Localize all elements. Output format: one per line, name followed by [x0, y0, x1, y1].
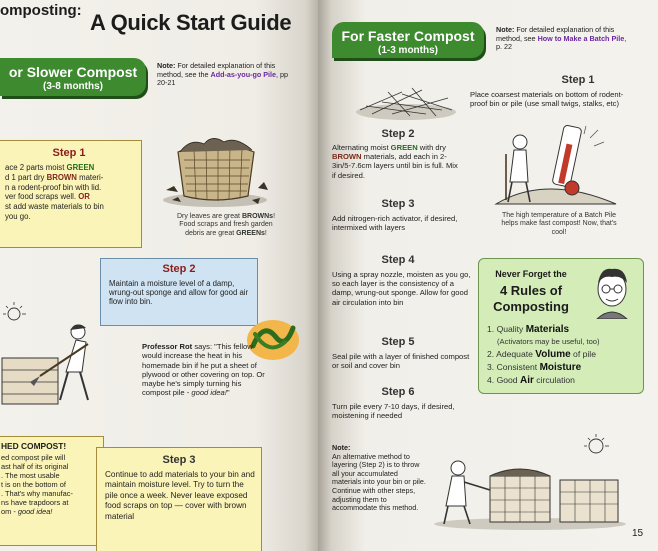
step4-text: Using a spray nozzle, moisten as you go, so each layer is the consistency of a damp, wrung-out sponge. Allow for good air circulation into bin	[332, 270, 471, 307]
rule-item: 3. Consistent Moisture	[487, 362, 582, 373]
note-text: For detailed explanation of this method, see the	[157, 61, 276, 79]
step4-heading: Step 4	[381, 254, 415, 266]
banner-subtitle: (3-8 months)	[43, 81, 103, 92]
thermometer-caption: The high temperature of a Batch Pile helps make fast compost! Now, that's cool!	[501, 212, 617, 236]
step2-text: Maintain a moisture level of a damp, wrung-out sponge and allow for good air flow into bin.	[109, 279, 249, 307]
step2-text: Alternating moist GREEN with dry BROWN materials, add each in 2-3in/5-7.6cm layers until bin is full. Mix if desired.	[332, 143, 458, 180]
alternative-method-note: Note: An alternative method to layering (Step 2) is to throw all your accumulated materials into your bin or pile. Continue with other steps, adjusting them to accommodate this method.	[332, 443, 426, 513]
leaf-basket-illustration	[160, 130, 270, 210]
step2-heading: Step 2	[162, 263, 196, 275]
step3-card	[96, 447, 262, 551]
slower-compost-banner	[0, 58, 146, 96]
note-pages: , p. 22	[496, 33, 627, 52]
page-title: A Quick Start Guide	[90, 10, 292, 35]
note-pages: , pp 20-21	[157, 69, 289, 88]
leaves-caption: Dry leaves are great BROWNs! Food scraps and fresh garden debris are great GREENs!	[176, 213, 276, 237]
rule-item: 4. Good Air circulation	[487, 375, 575, 386]
left-page	[0, 0, 318, 551]
step1-heading: Step 1	[52, 147, 86, 159]
step6-text: Turn pile every 7-10 days, if desired, moistening if needed	[332, 402, 455, 421]
step1-heading: Step 1	[561, 74, 595, 86]
professor-rot-quote: Professor Rot says: "This fellow would increase the heat in his homemade bin if he put a sheet of plywood or other covering on top. Or maybe he's simply turning his compost pile - good idea!"	[142, 342, 265, 398]
step5-heading: Step 5	[381, 336, 415, 348]
compost-bins-illustration	[430, 432, 626, 532]
note-text: For detailed explanation of this method, see	[496, 25, 615, 43]
faster-method-note	[496, 26, 630, 52]
step6-heading: Step 6	[381, 386, 415, 398]
step3-heading: Step 3	[381, 198, 415, 210]
thermometer-pile-illustration	[486, 124, 626, 210]
page-title-fragment: omposting:	[0, 2, 82, 19]
note-label: Note:	[157, 61, 176, 70]
right-page	[318, 0, 658, 551]
step2-card	[100, 258, 258, 326]
step3-text: Add nitrogen-rich activator, if desired, intermixed with layers	[332, 214, 458, 233]
banner-subtitle: (1-3 months)	[378, 45, 438, 56]
note-reference: Add-as-you-go Pile	[210, 69, 277, 79]
rule-item: 1. Quality Materials	[487, 324, 570, 335]
step3-text: Continue to add materials to your bin and maintain moisture level. Try to turn the pile once a week. Never leave exposed food scraps on top — cover with brown material	[105, 470, 255, 521]
note-reference: How to Make a Batch Pile	[537, 33, 625, 43]
step1-text: Place coarsest materials on bottom of rodent-proof bin or pile (use small twigs, stalks, etc)	[470, 90, 624, 109]
rules-title-line1: 4 Rules of	[499, 283, 563, 298]
step1-card	[0, 140, 142, 248]
step5-text: Seal pile with a layer of finished compost or soil and cover bin	[332, 352, 470, 371]
man-turning-compost-illustration	[0, 300, 118, 416]
rules-title-line2: Composting	[493, 299, 569, 314]
step1-text: ace 2 parts moist GREEN d 1 part dry BROWN materi- n a rodent-proof bin with lid. ver food scraps well. OR st add waste materials to bin you go.	[5, 163, 104, 221]
composting-rules-card	[478, 258, 644, 394]
banner-title: For Faster Compost	[341, 28, 475, 44]
rules-list	[487, 323, 641, 387]
twigs-pile-illustration	[352, 80, 460, 122]
slower-method-note	[157, 62, 291, 88]
step2-heading: Step 2	[381, 128, 415, 140]
rule-item: 2. Adequate Volume of pile	[487, 349, 596, 360]
rule-item-note: (Activators may be useful, too)	[497, 337, 600, 346]
professor-portrait-illustration	[587, 263, 637, 319]
finished-compost-title: HED COMPOST!	[1, 441, 67, 451]
banner-title: or Slower Compost	[8, 64, 138, 80]
page-number: 15	[632, 528, 644, 539]
step3-heading: Step 3	[162, 454, 196, 466]
finished-compost-text: ed compost pile will ast half of its original . The most usable t is on the bottom of . That's why manufac- ns have trapdoors at om - good idea!	[1, 453, 73, 516]
finished-compost-card	[0, 436, 104, 546]
rules-lead: Never Forget the	[495, 269, 567, 279]
faster-compost-banner	[332, 22, 484, 58]
note-label: Note:	[496, 25, 515, 34]
